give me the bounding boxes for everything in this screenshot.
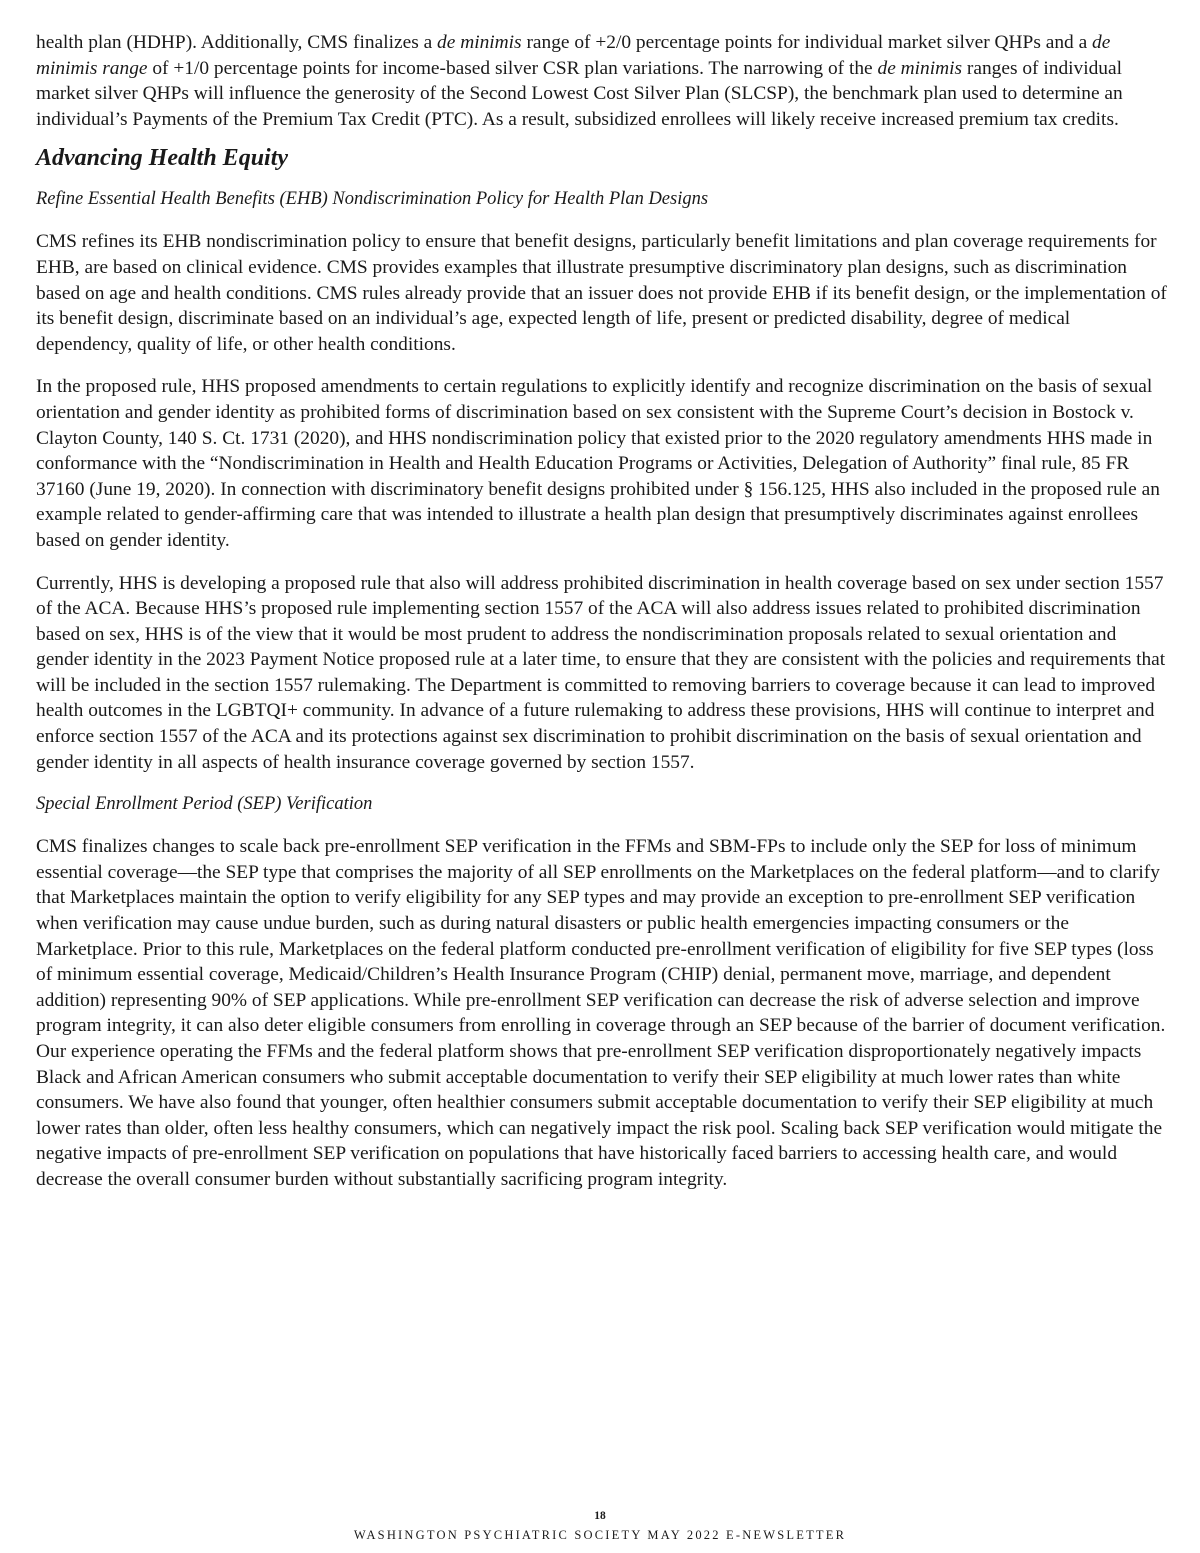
sep-paragraph: CMS finalizes changes to scale back pre-enrollment SEP verification in the FFMs and SBM-FPs to include only the SEP for loss of minimum essential coverage—the SEP type that comprises the majority of all SEP enrollments on the Marketplaces on the federal platform—and to clarify that Marketplaces maintain the option to verify eligibility for any SEP types and may provide an exception to pre-enrollment SEP verification when verification may cause undue burden, such as during natural disasters or public health emergencies impacting consumers or the Marketplace. Prior to this rule, Marketplaces on the federal platform conducted pre-enrollment verification of eligibility for five SEP types (loss of minimum essential coverage, Medicaid/Children’s Health Insurance Program (CHIP) denial, permanent move, marriage, and dependent addition) representing 90% of SEP applications. While pre-enrollment SEP verification can decrease the risk of adverse selection and improve program integrity, it can also deter eligible consumers from enrolling in coverage through an SEP because of the barrier of document verification. Our experience operating the FFMs and the federal platform shows that pre-enrollment SEP verification disproportionately negatively impacts Black and African American consumers who submit acceptable documentation to verify their SEP eligibility at much lower rates than white consumers. We have also found that younger, often healthier consumers submit acceptable documentation to verify their SEP eligibility at much lower rates than older, often less healthy consumers, which can negatively impact the risk pool. Scaling back SEP verification would mitigate the negative impacts of pre-enrollment SEP verification on populations that have historically faced barriers to accessing health care, and would decrease the overall consumer burden without substantially sacrificing program integrity. bbox=[36, 836, 1166, 1190]
subheading-sep: Special Enrollment Period (SEP) Verification bbox=[36, 794, 373, 815]
ehb-paragraph-2: In the proposed rule, HHS proposed amendments to certain regulations to explicitly identify and recognize discrimination on the basis of sexual orientation and gender identity as prohibited forms of discrimination based on sex consistent with the Supreme Court’s decision in Bostock v. Clayton County, 140 S. Ct. 1731 (2020), and HHS nondiscrimination policy that existed prior to the 2020 regulatory amendments HHS made in conformance with the “Nondiscrimination in Health and Health Education Programs or Activities, Delegation of Authority” final rule, 85 FR 37160 (June 19, 2020). In connection with discriminatory benefit designs prohibited under § 156.125, HHS also included in the proposed rule an example related to gender-affirming care that was intended to illustrate a health plan design that presumptively discriminates against enrollees based on gender identity. bbox=[36, 376, 1160, 551]
ehb-paragraph-3: Currently, HHS is developing a proposed rule that also will address prohibited discrimination in health coverage based on sex under section 1557 of the ACA. Because HHS’s proposed rule implementing section 1557 of the ACA will also address issues related to prohibited discrimination based on sex, HHS is of the view that it would be most prudent to address the nondiscrimination proposals related to sexual orientation and gender identity in the 2023 Payment Notice proposed rule at a later time, to ensure that they are consistent with the policies and requirements that will be included in the section 1557 rulemaking. The Department is committed to removing barriers to coverage because it can lead to improved health outcomes in the LGBTQI+ community. In advance of a future rulemaking to address these provisions, HHS will continue to interpret and enforce section 1557 of the ACA and its protections against sex discrimination to prohibit discrimination on the basis of sexual orientation and gender identity in all aspects of health insurance coverage governed by section 1557. bbox=[36, 572, 1166, 773]
page-footer bbox=[0, 1509, 1200, 1544]
subheading-ehb: Refine Essential Health Benefits (EHB) Nondiscrimination Policy for Health Plan Designs bbox=[36, 189, 709, 210]
intro-emphasis-3: de minimis bbox=[877, 57, 963, 79]
intro-paragraph bbox=[36, 30, 1168, 132]
intro-text-2: range of +2/0 percentage points for individual market silver QHPs and a bbox=[521, 32, 1093, 53]
page-number: 18 bbox=[594, 1510, 606, 1522]
intro-text-1: health plan (HDHP). Additionally, CMS finalizes a bbox=[36, 32, 438, 53]
intro-text-4: ranges of individual market silver QHPs will influence the generosity of the Second Lowest Cost Silver Plan (SLCSP), the benchmark plan used to determine an individual’s Payments of the Premium Tax Credit (PTC). As a result, subsidized enrollees will likely receive increased premium tax credits. bbox=[36, 57, 1123, 130]
intro-emphasis-2: de minimis range bbox=[36, 32, 1111, 79]
newsletter-title: WASHINGTON PSYCHIATRIC SOCIETY MAY 2022 E-NEWSLETTER bbox=[353, 1528, 847, 1542]
ehb-paragraph-1: CMS refines its EHB nondiscrimination policy to ensure that benefit designs, particularly benefit limitations and plan coverage requirements for EHB, are based on clinical evidence. CMS provides examples that illustrate presumptive discriminatory plan designs, such as discrimination based on age and health conditions. CMS rules already provide that an issuer does not provide EHB if its benefit design, or the implementation of its benefit design, discriminate based on an individual’s age, expected length of life, present or predicted disability, degree of medical dependency, quality of life, or other health conditions. bbox=[36, 231, 1167, 355]
section-heading: Advancing Health Equity bbox=[36, 145, 289, 172]
document-page bbox=[36, 30, 1168, 1210]
intro-text-3: of +1/0 percentage points for income-based silver CSR plan variations. The narrowing of the bbox=[147, 57, 878, 79]
intro-emphasis-1: de minimis bbox=[437, 32, 522, 53]
